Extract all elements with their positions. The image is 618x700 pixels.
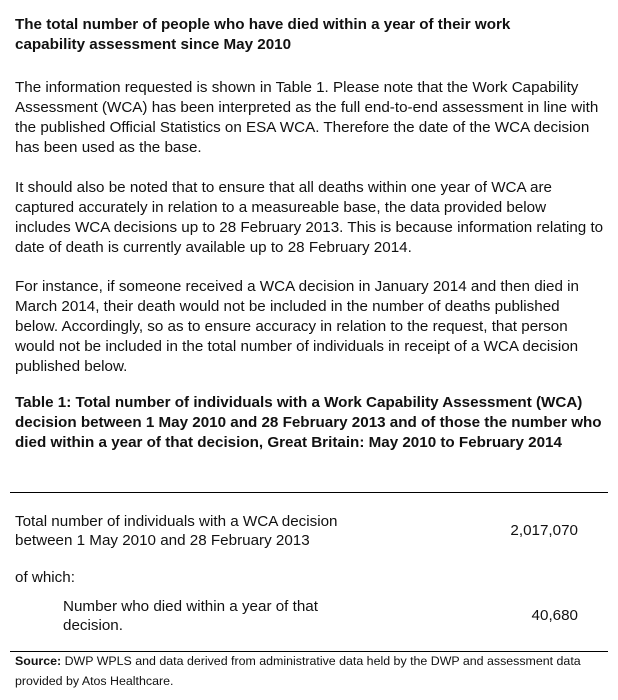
table-row-total-value: 2,017,070 <box>510 522 578 539</box>
table-row-died-value: 40,680 <box>531 607 578 624</box>
paragraph-example: For instance, if someone received a WCA decision in January 2014 and then died in March 2014, their death would not be included in the number of deaths published below. Accordingly, so as to ensure accuracy in relation to the request, that person would not be included in the total number of individuals in receipt of a WCA decision published below. <box>15 278 579 375</box>
paragraph-data-coverage: It should also be noted that to ensure that all deaths within one year of WCA are captured accurately in relation to a measureable base, the data provided below includes WCA decisions up to 28 February 2013. This is because information relating to date of death is currently available up to 28 February 2014. <box>15 179 604 256</box>
source-text: DWP WPLS and data derived from administrative data held by the DWP and assessment data provided by Atos Healthcare. <box>15 654 581 688</box>
section-heading: The total number of people who have died within a year of their work capability assessment since May 2010 <box>15 16 511 53</box>
table-row-of-which-label: of which: <box>15 569 75 586</box>
source-note <box>15 651 610 691</box>
table-caption: Table 1: Total number of individuals with a Work Capability Assessment (WCA) decision between 1 May 2010 and 28 February 2013 and of those the number who died within a year of that decision, Great Britain: May 2010 to February 2014 <box>15 394 602 451</box>
source-label: Source: <box>15 654 62 668</box>
table-row-total-label: Total number of individuals with a WCA decision between 1 May 2010 and 28 February 2013 <box>15 513 338 549</box>
table-row-died-label: Number who died within a year of that decision. <box>63 598 318 634</box>
paragraph-table-reference: The information requested is shown in Table 1. Please note that the Work Capability Assessment (WCA) has been interpreted as the full end-to-end assessment in line with the published Official Statistics on ESA WCA. Therefore the date of the WCA decision has been used as the base. <box>15 79 599 156</box>
table-top-rule <box>10 492 608 493</box>
